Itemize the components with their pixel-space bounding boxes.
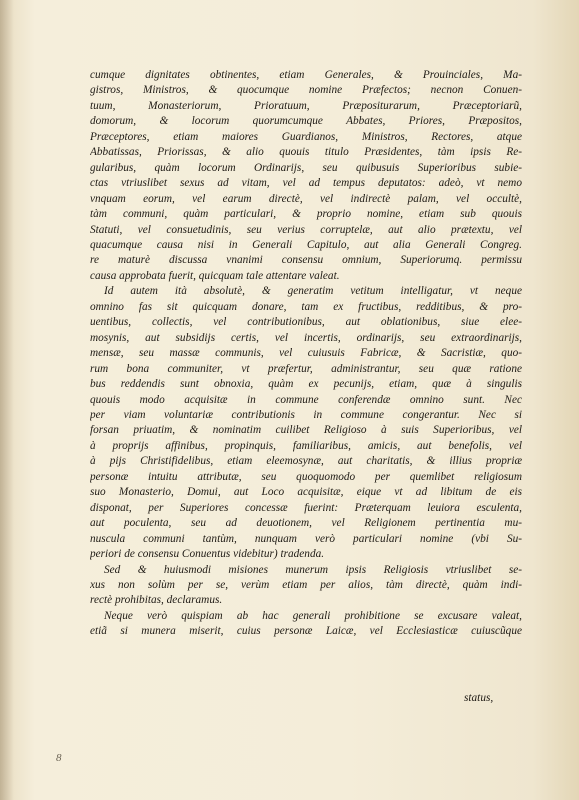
text-line: per viam voluntariæ contributionis in commune congerantur. Nec si <box>90 408 522 421</box>
text-line: rectè prohibitas, declaramus. <box>90 594 223 607</box>
text-line: rum bona communiter, vt præfertur, administrantur, seu quæ ratione <box>90 362 522 375</box>
text-line: forsan priuatim, & nominatim cuilibet Religioso à suis Superioribus, vel <box>90 424 522 437</box>
text-line: re maturè discussa vnanimi consensu omnium, Superiorumq. permissu <box>90 254 522 267</box>
text-line: periori de consensu Conuentus videbitur) tradenda. <box>90 548 325 561</box>
text-line: Statuti, vel consuetudinis, seu verius corruptelæ, aut alio prætextu, vel <box>90 223 522 236</box>
text-line: uentibus, collectis, vel contributionibus, aut oblationibus, siue elee- <box>90 316 522 329</box>
text-line: disponat, per Superiores concessæ fuerint: Præterquam leuiora esculenta, <box>90 501 522 514</box>
text-line: mosynis, aut subsidijs certis, vel incertis, ordinarijs, seu extraordinarijs, <box>90 331 522 344</box>
text-line: Præceptores, etiam maiores Guardianos, Ministros, Rectores, atque <box>90 130 522 143</box>
text-line: gistros, Ministros, & quocumque nomine Præfectos; necnon Conuen- <box>90 84 522 97</box>
paragraph-start-line: Neque verò quispiam ab hac generali prohibitione se excusare valeat, <box>104 609 522 622</box>
text-line: gularibus, quàm locorum Ordinarijs, seu quibusuis Superioribus subie- <box>90 161 522 174</box>
text-line: aut poculenta, seu ad deuotionem, vel Religionem pertinentia mu- <box>90 517 522 530</box>
text-line: xus non solùm per se, verùm etiam per alios, tàm directè, quàm indi- <box>90 578 522 591</box>
catchword: status, <box>464 692 494 704</box>
text-line: quouis modo acquisitæ in commune conferendæ omnino sunt. Nec <box>90 393 522 406</box>
text-line: etiã si munera miserit, cuius personæ Laicæ, vel Ecclesiasticæ cuiuscũque <box>90 625 522 638</box>
text-line: tàm communi, quàm particulari, & proprio nomine, etiam sub quouis <box>90 208 522 221</box>
body-text <box>90 68 522 640</box>
text-line: nuscula communi tantùm, nunquam verò particulari nomine (vbi Su- <box>90 532 522 545</box>
page-gutter-shadow <box>0 0 14 800</box>
text-line: quacumque causa nisi in Generali Capitulo, aut alia Generali Congreg. <box>90 238 522 251</box>
text-line: ctas vtriuslibet sexus ad vitam, vel ad tempus deputatos: adeò, vt nemo <box>90 177 522 190</box>
text-line: à proprijs affinibus, propinquis, familiaribus, amicis, aut benefolis, vel <box>90 439 522 452</box>
text-line: Abbatissas, Priorissas, & alio quouis titulo Præsidentes, tàm ipsis Re- <box>90 146 522 159</box>
text-line: tuum, Monasteriorum, Prioratuum, Præpositurarum, Præceptoriarũ, <box>90 99 522 112</box>
text-line: personæ intuitu attributæ, seu quoquomodo per quemlibet religiosum <box>90 470 522 483</box>
text-line: mensæ, seu massæ communis, vel cuiusuis Fabricæ, & Sacristiæ, quo- <box>90 347 522 360</box>
text-line: causa approbata fuerit, quicquam tale attentare valeat. <box>90 269 340 282</box>
text-line: cumque dignitates obtinentes, etiam Generales, & Prouinciales, Ma- <box>90 69 522 81</box>
text-line: à pijs Christifidelibus, etiam eleemosynæ, aut charitatis, & illius propriæ <box>90 455 522 468</box>
text-line: domorum, & locorum quorumcumque Abbates, Priores, Præpositos, <box>90 115 522 128</box>
text-line: bus reddendis sunt obnoxia, quàm ex pecunijs, etiam, quæ à singulis <box>90 378 522 391</box>
text-line: suo Monasterio, Domui, aut Loco acquisitæ, eique vt ad libitum de eis <box>90 486 522 499</box>
paragraph-start-line: Sed & huiusmodi misiones munerum ipsis Religiosis vtriuslibet se- <box>104 563 522 576</box>
text-line: vnquam eorum, vel earum directè, vel indirectè palam, vel occultè, <box>90 192 522 205</box>
paragraph-start-line: Id autem ità absolutè, & generatim vetitum intelligatur, vt neque <box>104 285 522 298</box>
text-line: omnino fas sit quicquam donare, tam ex fructibus, redditibus, & pro- <box>90 300 522 313</box>
page-number: 8 <box>56 752 62 764</box>
